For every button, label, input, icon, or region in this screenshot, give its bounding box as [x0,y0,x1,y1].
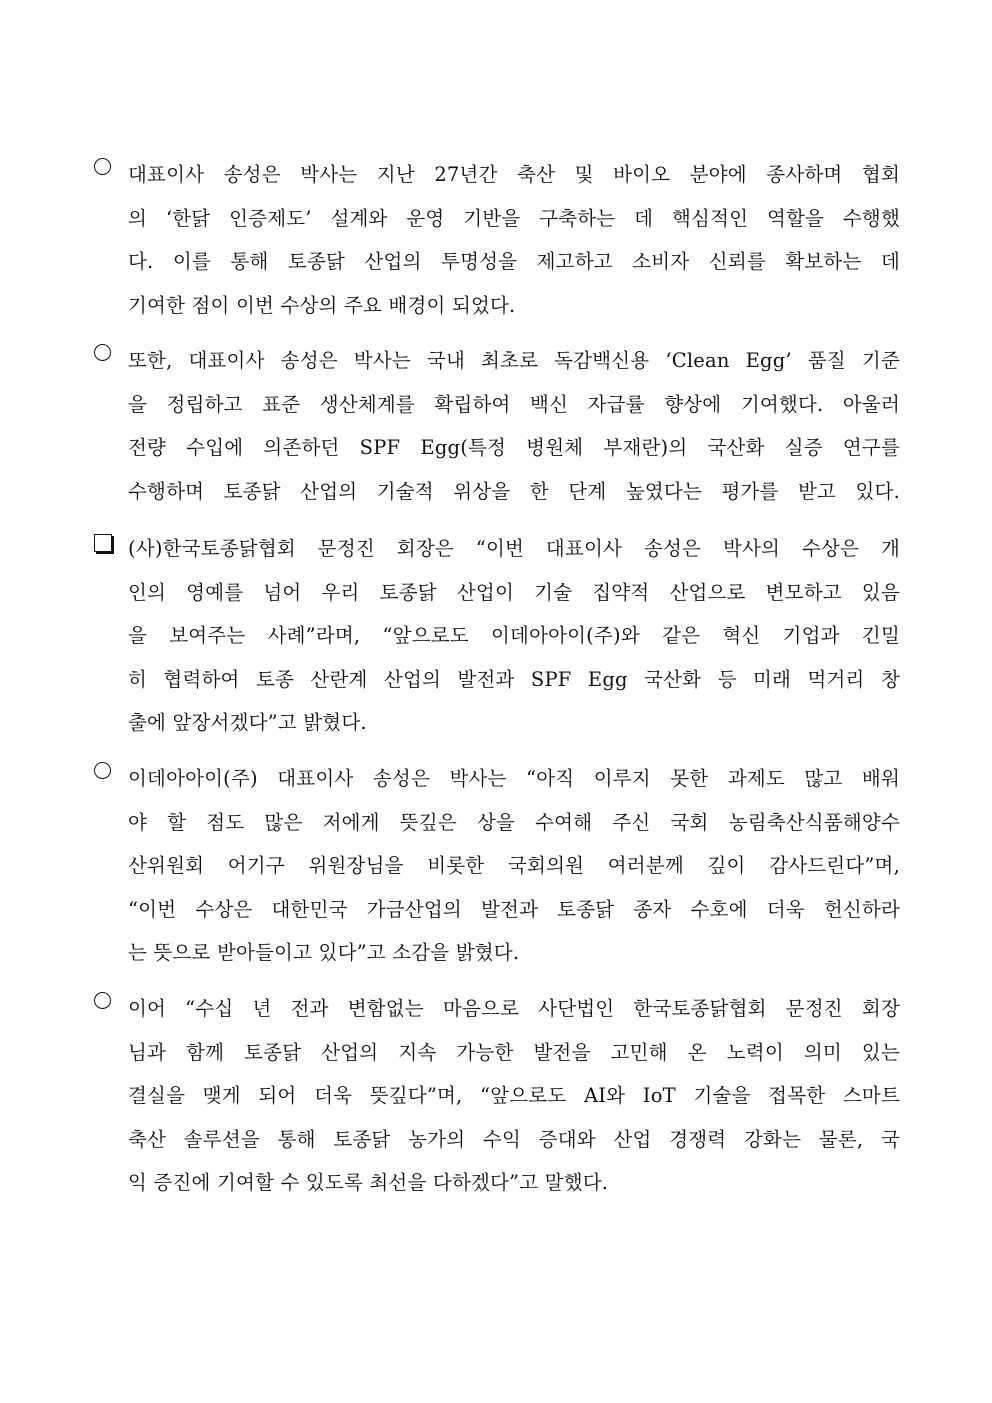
paragraph-body [128,153,900,327]
square-bullet-icon [94,534,112,552]
paragraph-line: 또한, 대표이사 송성은 박사는 국내 최초로 독감백신용 ‘Clean Egg’ 품질 기준 [128,349,900,372]
paragraph-line: 기여한 점이 이번 수상의 주요 배경이 되었다. [128,293,516,317]
paragraph-line: 야 할 점도 많은 저에게 뜻깊은 상을 수여해 주신 국회 농림축산식품해양수 [128,810,900,834]
paragraph-line: (사)한국토종닭협회 문정진 회장은 “이번 대표이사 송성은 박사의 수상은 개 [128,537,900,560]
paragraph-line: 인의 영예를 넘어 우리 토종닭 산업이 기술 집약적 산업으로 변모하고 있음 [128,580,900,604]
paragraph-line: 을 정립하고 표준 생산체계를 확립하여 백신 자급률 향상에 기여했다. 아울러 [128,392,900,416]
bullet-paragraph-5 [92,987,900,1205]
paragraph-line: 을 보여주는 사례”라며, “앞으로도 이데아아이(주)와 같은 혁신 기업과 긴밀 [128,624,900,647]
circle-bullet-icon [94,762,111,779]
paragraph-line: 다. 이를 통해 토종닭 산업의 투명성을 제고하고 소비자 신뢰를 확보하는 데 [128,250,900,273]
paragraph-body [128,339,900,513]
paragraph-line: 축산 솔루션을 통해 토종닭 농가의 수익 증대와 산업 경쟁력 강화는 물론, 국 [128,1127,900,1151]
bullet-paragraph-4 [92,757,900,975]
paragraph-line: “이번 수상은 대한민국 가금산업의 발전과 토종닭 종자 수호에 더욱 헌신하라 [128,897,900,921]
circle-bullet-icon [94,158,111,175]
paragraph-line: 의 ‘한닭 인증제도’ 설계와 운영 기반을 구축하는 데 핵심적인 역할을 수행했 [128,206,900,230]
paragraph-line: 산위원회 어기구 위원장님을 비롯한 국회의원 여러분께 깊이 감사드린다”며, [128,854,900,877]
paragraph-line: 는 뜻으로 받아들이고 있다”고 소감을 밝혔다. [128,941,520,964]
paragraph-body [128,757,900,975]
paragraph-line: 이데아아이(주) 대표이사 송성은 박사는 “아직 이루지 못한 과제도 많고 배워 [128,767,900,790]
paragraph-line: 대표이사 송성은 박사는 지난 27년간 축산 및 바이오 분야에 종사하며 협회 [128,163,900,186]
paragraph-body [128,527,900,745]
paragraph-line: 결실을 맺게 되어 더욱 뜻깊다”며, “앞으로도 AI와 IoT 기술을 접목한 스마트 [128,1084,900,1107]
paragraph-line: 출에 앞장서겠다”고 밝혔다. [128,711,367,734]
paragraph-line: 님과 함께 토종닭 산업의 지속 가능한 발전을 고민해 온 노력이 의미 있는 [128,1040,900,1064]
paragraph-line: 수행하며 토종닭 산업의 기술적 위상을 한 단계 높였다는 평가를 받고 있다. [128,479,900,503]
circle-bullet-icon [94,344,111,361]
square-paragraph-3 [92,527,900,745]
circle-bullet-icon [94,992,111,1009]
paragraph-body [128,987,900,1205]
paragraph-line: 이어 “수십 년 전과 변함없는 마음으로 사단법인 한국토종닭협회 문정진 회장 [128,997,900,1020]
bullet-paragraph-2 [92,339,900,513]
paragraph-line: 익 증진에 기여할 수 있도록 최선을 다하겠다”고 말했다. [128,1171,609,1194]
bullet-paragraph-1 [92,153,900,327]
paragraph-line: 히 협력하여 토종 산란계 산업의 발전과 SPF Egg 국산화 등 미래 먹거리 창 [128,667,900,691]
paragraph-line: 전량 수입에 의존하던 SPF Egg(특정 병원체 부재란)의 국산화 실증 연구를 [128,436,900,459]
